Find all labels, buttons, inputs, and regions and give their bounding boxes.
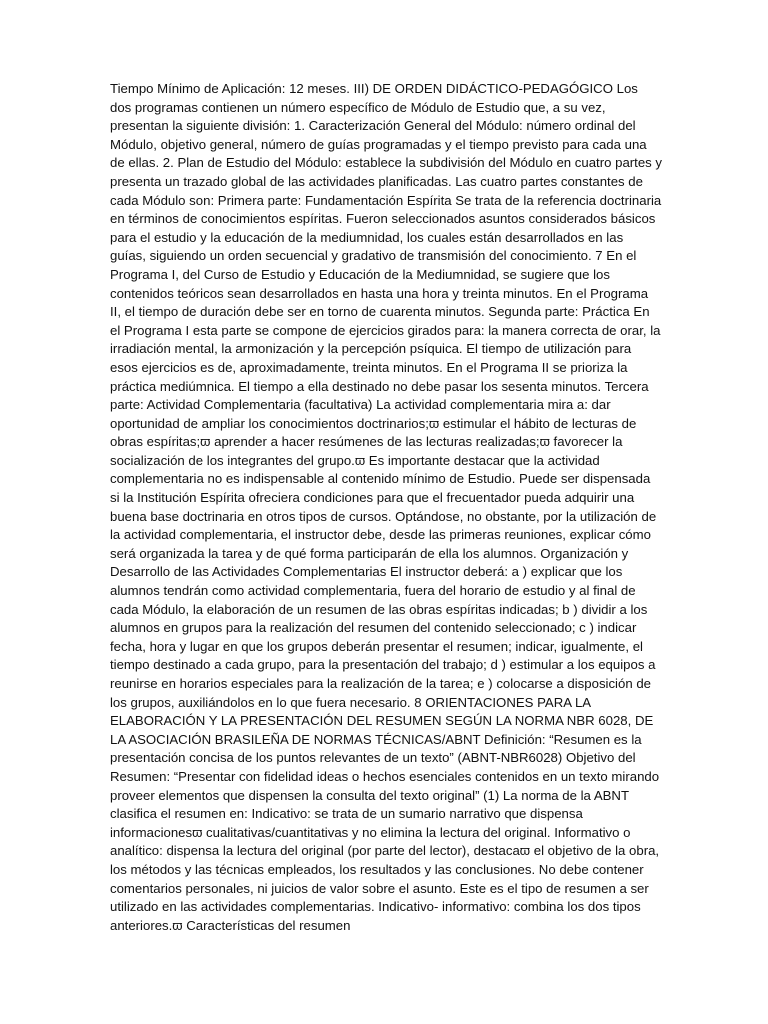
document-body-text: Tiempo Mínimo de Aplicación: 12 meses. III) DE ORDEN DIDÁCTICO-PEDAGÓGICO Los dos programas contienen un número específico de Módulo de Estudio que, a su vez, presentan la siguiente división: 1. Caracterización General del Módulo: número ordinal del Módulo, objetivo general, número de guías programadas y el tiempo previsto para cada una de ellas. 2. Plan de Estudio del Módulo: establece la subdivisión del Módulo en cuatro partes y presenta un trazado global de las actividades planificadas. Las cuatro partes constantes de cada Módulo son: Primera parte: Fundamentación Espírita Se trata de la referencia doctrinaria en términos de conocimientos espíritas. Fueron seleccionados asuntos considerados básicos para el estudio y la educación de la mediumnidad, los cuales están desarrollados en las guías, siguiendo un orden secuencial y gradativo de transmisión del conocimiento. 7 En el Programa I, del Curso de Estudio y Educación de la Mediumnidad, se sugiere que los contenidos teóricos sean desarrollados en hasta una hora y treinta minutos. En el Programa II, el tiempo de duración debe ser en torno de cuarenta minutos. Segunda parte: Práctica En el Programa I esta parte se compone de ejercicios girados para: la manera correcta de orar, la irradiación mental, la armonización y la percepción psíquica. El tiempo de utilización para esos ejercicios es de, aproximadamente, treinta minutos. En el Programa II se prioriza la práctica mediúmnica. El tiempo a ella destinado no debe pasar los sesenta minutos. Tercera parte: Actividad Complementaria (facultativa) La actividad complementaria mira a: dar oportunidad de ampliar los conocimientos doctrinarios;ϖ estimular el hábito de lecturas de obras espíritas;ϖ aprender a hacer resúmenes de las lecturas realizadas;ϖ favorecer la socialización de los integrantes del grupo.ϖ Es importante destacar que la actividad complementaria no es indispensable al contenido mínimo de Estudio. Puede ser dispensada si la Institución Espírita ofreciera condiciones para que el frecuentador pueda adquirir una buena base doctrinaria en otros tipos de cursos. Optándose, no obstante, por la utilización de la actividad complementaria, el instructor debe, desde las primeras reuniones, explicar cómo será organizada la tarea y de qué forma participarán de ella los alumnos. Organización y Desarrollo de las Actividades Complementarias El instructor deberá: a ) explicar que los alumnos tendrán como actividad complementaria, fuera del horario de estudio y al final de cada Módulo, la elaboración de un resumen de las obras espíritas indicadas; b ) dividir a los alumnos en grupos para la realización del resumen del contenido seleccionado; c ) indicar fecha, hora y lugar en que los grupos deberán presentar el resumen; indicar, igualmente, el tiempo destinado a cada grupo, para la presentación del trabajo; d ) estimular a los equipos a reunirse en horarios especiales para la realización de la tarea; e ) colocarse a disposición de los grupos, auxiliándolos en lo que fuera necesario. 8 ORIENTACIONES PARA LA ELABORACIÓN Y LA PRESENTACIÓN DEL RESUMEN SEGÚN LA NORMA NBR 6028, DE LA ASOCIACIÓN BRASILEÑA DE NORMAS TÉCNICAS/ABNT Definición: “Resumen es la presentación concisa de los puntos relevantes de un texto” (ABNT-NBR6028) Objetivo del Resumen: “Presentar con fidelidad ideas o hechos esenciales contenidos en un texto mirando proveer elementos que dispensen la consulta del texto original” (1) La norma de la ABNT clasifica el resumen en: Indicativo: se trata de un sumario narrativo que dispensa informacionesϖ cualitativas/cuantitativas y no elimina la lectura del original. Informativo o analítico: dispensa la lectura del original (por parte del lector), destacaϖ el objetivo de la obra, los métodos y las técnicas empleados, los resultados y las conclusiones. No debe contener comentarios personales, ni juicios de valor sobre el asunto. Este es el tipo de resumen a ser utilizado en las actividades complementarias. Indicativo- informativo: combina los dos tipos anteriores.ϖ Características del resumen <box>110 81 663 933</box>
